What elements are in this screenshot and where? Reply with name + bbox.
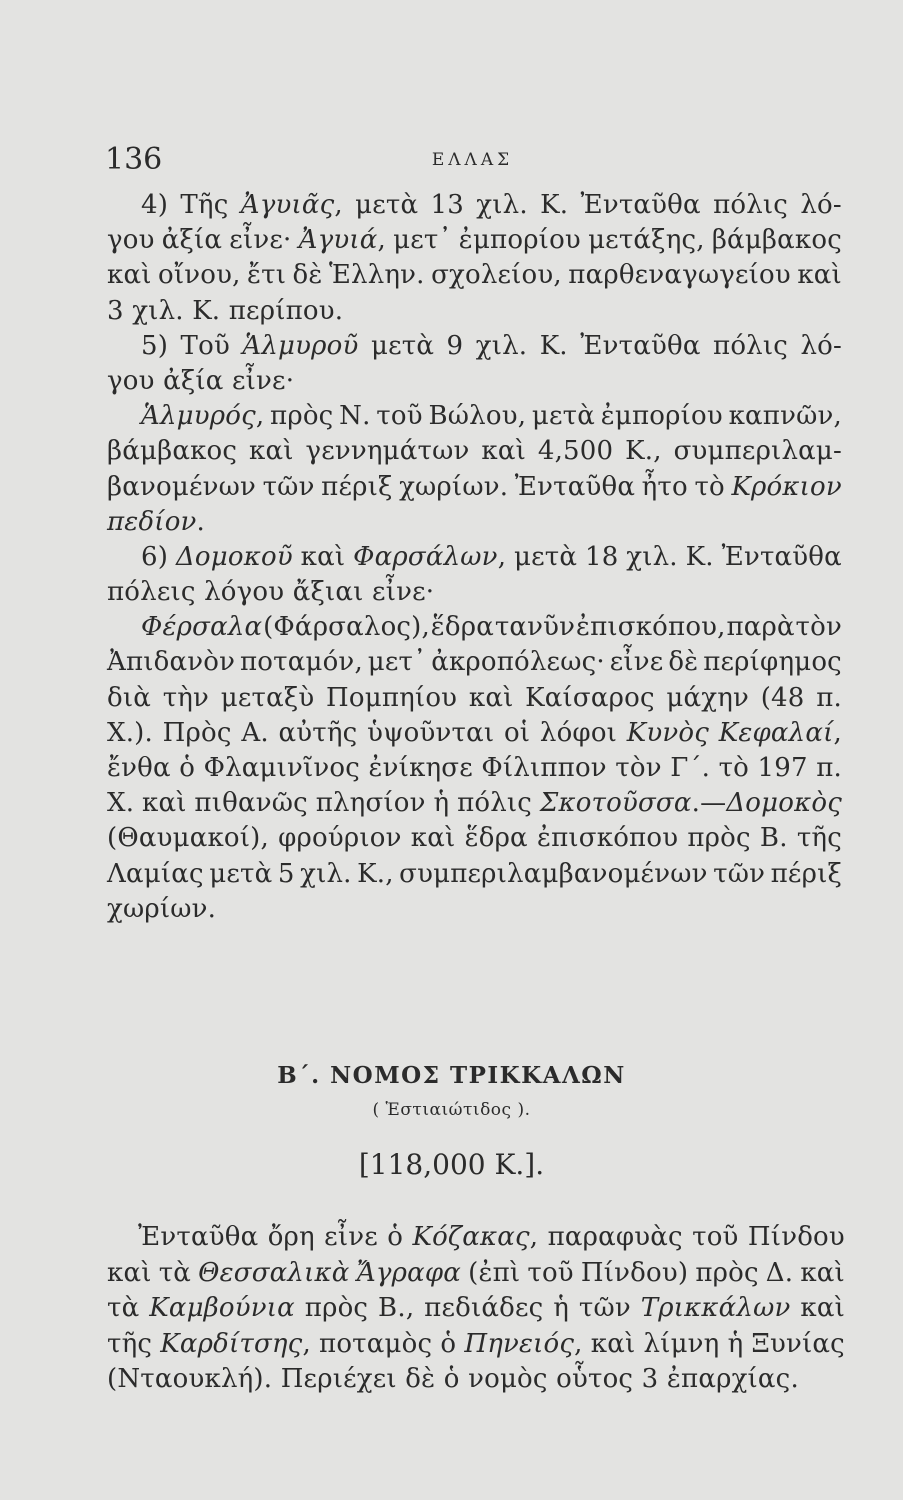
word: Ἀγυιά,: [298, 225, 386, 256]
word: πιθανῶς: [194, 788, 308, 819]
text-block-lower: [107, 1220, 845, 1398]
word: Περιέχει: [280, 1364, 397, 1394]
word: τὸν: [615, 753, 662, 783]
word: Κ.,: [357, 858, 394, 889]
word: τανῦν: [494, 612, 576, 643]
word: Καμβούνια: [149, 1293, 295, 1323]
word: συμπεριλαμ-: [673, 436, 842, 467]
word: Κεφαλαί,: [718, 717, 842, 748]
word: ἀξία: [161, 225, 223, 256]
word: ἡ: [433, 788, 450, 819]
word: Κρόκιον: [731, 471, 842, 502]
word: λόγου: [204, 577, 285, 608]
word: πλησίον: [315, 788, 426, 819]
word: Τοῦ: [180, 330, 230, 361]
word: ἐμπορίου: [458, 225, 581, 256]
text-line: [107, 188, 842, 223]
word: πόλις: [713, 190, 789, 220]
text-line: [107, 364, 842, 399]
word: καὶ: [590, 1328, 636, 1359]
word: μετ᾽: [367, 647, 427, 678]
word: καὶ: [107, 1257, 152, 1288]
word: Θεσσαλικὰ: [198, 1257, 350, 1288]
word: Πίνδου): [580, 1257, 689, 1288]
word: 18: [584, 541, 619, 572]
word: τὸ: [694, 471, 725, 502]
word: φρούριον: [278, 823, 402, 854]
word: ὄρη: [267, 1222, 315, 1252]
text-line: [107, 434, 842, 469]
word: χιλ.: [475, 330, 528, 361]
word: Γ΄.: [670, 753, 711, 783]
word: ἕδρα: [464, 823, 528, 854]
word: καπνῶν,: [728, 401, 842, 432]
word: Κ.: [539, 330, 568, 361]
page-header: [105, 142, 840, 182]
word: τὰ: [107, 1293, 140, 1323]
page-number: 136: [105, 142, 163, 177]
word: μετάξης,: [588, 225, 705, 256]
word: πεδιάδες: [424, 1293, 544, 1323]
word: Ἐνταῦθα: [138, 1222, 259, 1252]
word: Ἐνταῦθα: [580, 190, 701, 220]
word: ἡ: [727, 1328, 744, 1359]
word: μάχην: [666, 682, 750, 713]
word: μετὰ: [514, 541, 578, 572]
word: Φαρσάλων,: [353, 541, 507, 572]
word: χωρίων.: [399, 471, 509, 502]
word: Κ.,: [625, 436, 662, 467]
word: καὶ: [797, 260, 842, 291]
word: διὰ: [107, 682, 152, 713]
word: 5: [277, 858, 295, 889]
word: Φίλιππον: [481, 753, 607, 783]
text-line: [107, 786, 842, 821]
word: Β.: [759, 823, 788, 854]
section-population: [118,000 Κ.].: [358, 1148, 545, 1181]
running-head: ΕΛΛΑΣ: [431, 150, 514, 170]
word: ποταμὸς: [319, 1328, 433, 1359]
word: πόλις: [713, 330, 789, 361]
word: πέριξ: [770, 858, 842, 889]
word: καὶ: [410, 823, 456, 854]
word: τῶν: [578, 1293, 631, 1323]
word: λό-: [800, 330, 842, 361]
word: βανομένων: [107, 471, 257, 502]
word: Φλαμινῖνος: [203, 753, 361, 783]
word: τῶν: [713, 858, 766, 889]
word: ἦτο: [641, 471, 688, 502]
word: καὶ: [468, 682, 514, 713]
word: (Φάρσαλος),: [263, 612, 430, 643]
word: Κ.: [192, 295, 221, 326]
word: δὲ: [405, 1364, 436, 1394]
word: ὁ: [179, 753, 196, 783]
word: παρὰ: [726, 612, 795, 643]
word: πρὸς: [304, 1293, 369, 1323]
word: καὶ: [800, 1257, 845, 1288]
word: εἶνε: [324, 1222, 378, 1252]
text-line: [107, 857, 842, 892]
word: πεδίον.: [107, 506, 206, 537]
word: μετὰ: [355, 190, 419, 220]
word: καὶ: [142, 788, 187, 819]
word: πρὸς: [687, 823, 751, 854]
word: περίπου.: [228, 295, 344, 326]
text-line: [107, 751, 842, 786]
word: Δομοκοῦ: [175, 541, 293, 572]
word: 3: [641, 1364, 659, 1394]
word: ἐμπορίου: [600, 401, 723, 432]
word: Σκοτοῦσσα.—Δομοκὸς: [539, 788, 842, 819]
text-line: [107, 1291, 845, 1327]
word: γεννημάτων: [305, 436, 470, 467]
text-line: [107, 505, 842, 540]
word: αὐτῆς: [278, 717, 358, 748]
word: ἄξιαι: [292, 577, 364, 608]
word: Ἁλμυρός,: [141, 401, 265, 432]
word: χιλ.: [300, 858, 352, 889]
word: Β.,: [378, 1293, 415, 1323]
word: ὁ: [387, 1222, 404, 1252]
text-line: [107, 399, 842, 434]
word: περίφημος: [703, 647, 842, 678]
text-line: [107, 1220, 845, 1256]
word: τὰ: [158, 1257, 192, 1288]
word: ἐπισκόπου,: [575, 612, 726, 643]
word: Φέρσαλα: [141, 612, 263, 643]
section-title: Β΄. ΝΟΜΟΣ ΤΡΙΚΚΑΛΩΝ: [277, 1062, 626, 1089]
word: Λαμίας: [107, 858, 204, 889]
word: εἶνε·: [231, 365, 295, 396]
word: ὁ: [440, 1328, 457, 1359]
word: οἱ: [503, 717, 531, 748]
word: συμπεριλαμβανομένων: [399, 858, 708, 889]
word: Χ.).: [107, 717, 153, 748]
word: Τῆς: [180, 190, 229, 220]
word: πόλις: [457, 788, 533, 819]
word: 13: [430, 190, 465, 220]
text-line: [107, 294, 842, 329]
word: 197: [757, 753, 808, 783]
text-line: [107, 892, 842, 927]
word: τοῦ: [692, 1222, 739, 1252]
word: Ξυνίας: [751, 1328, 845, 1359]
word: Ἁλμυροῦ: [242, 330, 359, 361]
word: γου: [107, 365, 155, 396]
word: καὶ: [249, 436, 294, 467]
text-line: [107, 1256, 845, 1292]
word: Κόζακας,: [412, 1222, 539, 1252]
word: καὶ: [481, 436, 526, 467]
word: καὶ: [300, 541, 346, 572]
word: παραφυὰς: [547, 1222, 683, 1252]
word: ἀξία: [163, 365, 224, 396]
word: ἡ: [553, 1293, 570, 1323]
word: ὁ: [443, 1364, 460, 1394]
word: λόφοι: [539, 717, 618, 748]
word: 4): [141, 190, 169, 220]
word: ἐπισκόπου: [536, 823, 679, 854]
word: τοῦ: [527, 1257, 574, 1288]
word: πέριξ: [321, 471, 393, 502]
word: χιλ.: [626, 541, 678, 572]
text-line: [107, 575, 842, 610]
word: (48: [760, 682, 805, 713]
word: Χ.: [107, 788, 135, 819]
word: Τρικκάλων: [640, 1293, 791, 1323]
word: (Νταουκλή).: [107, 1364, 273, 1394]
word: Πίνδου: [747, 1222, 845, 1252]
word: τοῦ: [376, 401, 423, 432]
text-line: [107, 329, 842, 364]
word: χιλ.: [132, 295, 184, 326]
word: Ἐνταῦθα: [721, 541, 842, 572]
word: Κ.: [685, 541, 714, 572]
text-line: [107, 681, 842, 716]
word: Ἐνταῦθα: [580, 330, 701, 361]
word: τῶν: [262, 471, 315, 502]
word: Πομπηίου: [326, 682, 458, 713]
word: πόλεις: [107, 577, 196, 608]
word: π.: [816, 753, 842, 783]
word: ὑψοῦνται: [367, 717, 495, 748]
word: πρὸς: [270, 401, 334, 432]
word: γου: [107, 225, 155, 256]
word: παρθεναγωγείου: [568, 260, 791, 291]
word: χιλ.: [476, 190, 528, 220]
text-line: [107, 470, 842, 505]
text-line: [107, 223, 842, 258]
word: δὲ: [668, 647, 699, 678]
word: τῆς: [107, 1328, 153, 1359]
word: εἶνε·: [372, 577, 435, 608]
word: (ἐπὶ: [468, 1257, 521, 1288]
word: 9: [446, 330, 464, 361]
word: μετὰ: [370, 330, 435, 361]
word: μετ᾽: [393, 225, 452, 256]
word: 4,500: [537, 436, 614, 467]
word: (Θαυμακοί),: [107, 823, 269, 854]
word: Καίσαρος: [525, 682, 655, 713]
word: μεταξὺ: [220, 682, 315, 713]
word: βάμβακος: [711, 225, 842, 256]
word: καὶ: [800, 1293, 845, 1323]
word: λίμνη: [643, 1328, 720, 1359]
text-line: [107, 645, 842, 680]
word: Δ.: [765, 1257, 794, 1288]
word: ἕδρα: [430, 612, 495, 643]
word: Κυνὸς: [626, 717, 710, 748]
word: ἐνίκησε: [368, 753, 473, 783]
word: ἔνθα: [107, 753, 171, 783]
word: εἶνε: [609, 647, 664, 678]
word: 5): [141, 330, 169, 361]
word: μετὰ: [531, 401, 596, 432]
word: Ν.: [339, 401, 371, 432]
word: οὗτος: [556, 1364, 634, 1394]
word: Πηνειός,: [464, 1328, 583, 1359]
word: μετὰ: [209, 858, 273, 889]
word: δὲ: [292, 260, 323, 291]
text-line: [107, 540, 842, 575]
word: 3: [107, 295, 124, 326]
word: τῆς: [796, 823, 842, 854]
text-line: [107, 610, 842, 645]
text-block-upper: [107, 188, 842, 927]
word: σχολείου,: [431, 260, 562, 291]
word: πρὸς: [695, 1257, 759, 1288]
word: νομὸς: [468, 1364, 548, 1394]
text-line: [107, 821, 842, 856]
text-line: [107, 716, 842, 751]
text-line: [107, 1327, 845, 1363]
word: Κ.: [540, 190, 569, 220]
word: τὸν: [795, 612, 842, 643]
word: Α.: [241, 717, 269, 748]
word: Βώλου,: [428, 401, 527, 432]
section-subtitle: ( Ἑστιαιώτιδος ).: [372, 1100, 531, 1120]
text-line: [107, 258, 842, 293]
word: Ἀπιδανὸν: [107, 647, 236, 678]
word: βάμβακος: [107, 436, 238, 467]
word: τὴν: [162, 682, 210, 713]
word: χωρίων.: [107, 893, 217, 924]
word: οἴνου,: [158, 260, 241, 291]
word: λό-: [800, 190, 842, 220]
word: ἔτι: [247, 260, 287, 291]
word: εἶνε·: [229, 225, 292, 256]
word: Ἑλλην.: [328, 260, 425, 291]
word: π.: [816, 682, 842, 713]
word: Καρδίτσης,: [160, 1328, 311, 1359]
word: Πρὸς: [162, 717, 232, 748]
word: Ἐνταῦθα: [514, 471, 636, 502]
word: Ἄγραφα: [356, 1257, 462, 1288]
word: Ἀγυιᾶς,: [240, 190, 343, 220]
word: 6): [141, 541, 169, 572]
word: ἀκροπόλεως·: [431, 647, 605, 678]
word: ποταμόν,: [240, 647, 363, 678]
word: καὶ: [107, 260, 152, 291]
word: ἐπαρχίας.: [666, 1364, 799, 1394]
word: τὸ: [718, 753, 750, 783]
text-line: [107, 1362, 845, 1398]
